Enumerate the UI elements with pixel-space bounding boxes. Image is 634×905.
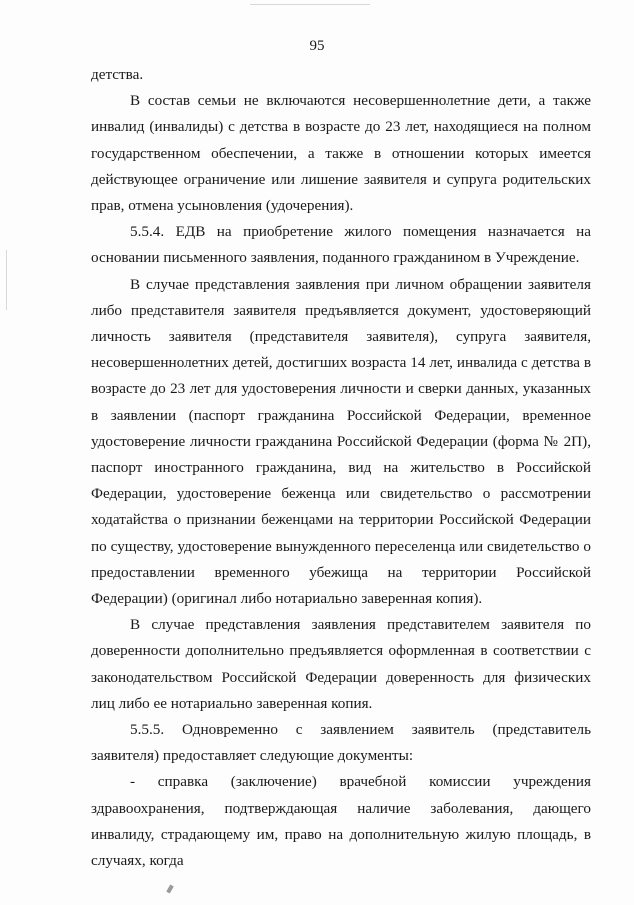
document-body bbox=[91, 62, 591, 874]
scan-artifact-left bbox=[6, 250, 7, 310]
paragraph-4: В случае представления заявления при личном обращении заявителя либо представителя заявителя предъявляется документ, удостоверяющий личность заявителя (представителя заявителя), супруга заявителя, несовершеннолетних детей, достигших возраста 14 лет, инвалида с детства в возрасте до 23 лет для удостоверения личности и сверки данных, указанных в заявлении (паспорт гражданина Российской Федерации, временное удостоверение личности гражданина Российской Федерации (форма № 2П), паспорт иностранного гражданина, вид на жительство в Российской Федерации, удостоверение беженца или свидетельство о рассмотрении ходатайства о признании беженцами на территории Российской Федерации по существу, удостоверение вынужденного переселенца или свидетельство о предоставлении временного убежища на территории Российской Федерации) (оригинал либо нотариально заверенная копия). bbox=[91, 275, 591, 608]
paragraph-1: детства. bbox=[91, 66, 144, 83]
page-number: 95 bbox=[309, 38, 325, 54]
paragraph-7: - справка (заключение) врачебной комиссии учреждения здравоохранения, подтверждающая наличие заболевания, дающего инвалиду, страдающему им, право на дополнительную жилую площадь, в случаях, когда bbox=[91, 773, 591, 870]
paragraph-5: В случае представления заявления представителем заявителя по доверенности дополнительно предъявляется оформленная в соответствии с законодательством Российской Федерации доверенность для физических лиц либо ее нотариально заверенная копия. bbox=[91, 616, 591, 712]
scan-artifact-bottom bbox=[166, 885, 173, 894]
scan-artifact-top bbox=[250, 4, 370, 5]
paragraph-6: 5.5.5. Одновременно с заявлением заявитель (представитель заявителя) предоставляет следующие документы: bbox=[91, 721, 591, 765]
paragraph-3: 5.5.4. ЕДВ на приобретение жилого помещения назначается на основании письменного заявления, поданного гражданином в Учреждение. bbox=[91, 223, 591, 267]
paragraph-2: В состав семьи не включаются несовершеннолетние дети, а также инвалид (инвалиды) с детства в возрасте до 23 лет, находящиеся на полном государственном обеспечении, а также в отношении которых имеется действующее ограничение или лишение заявителя и супруга родительских прав, отмена усыновления (удочерения). bbox=[91, 92, 591, 215]
